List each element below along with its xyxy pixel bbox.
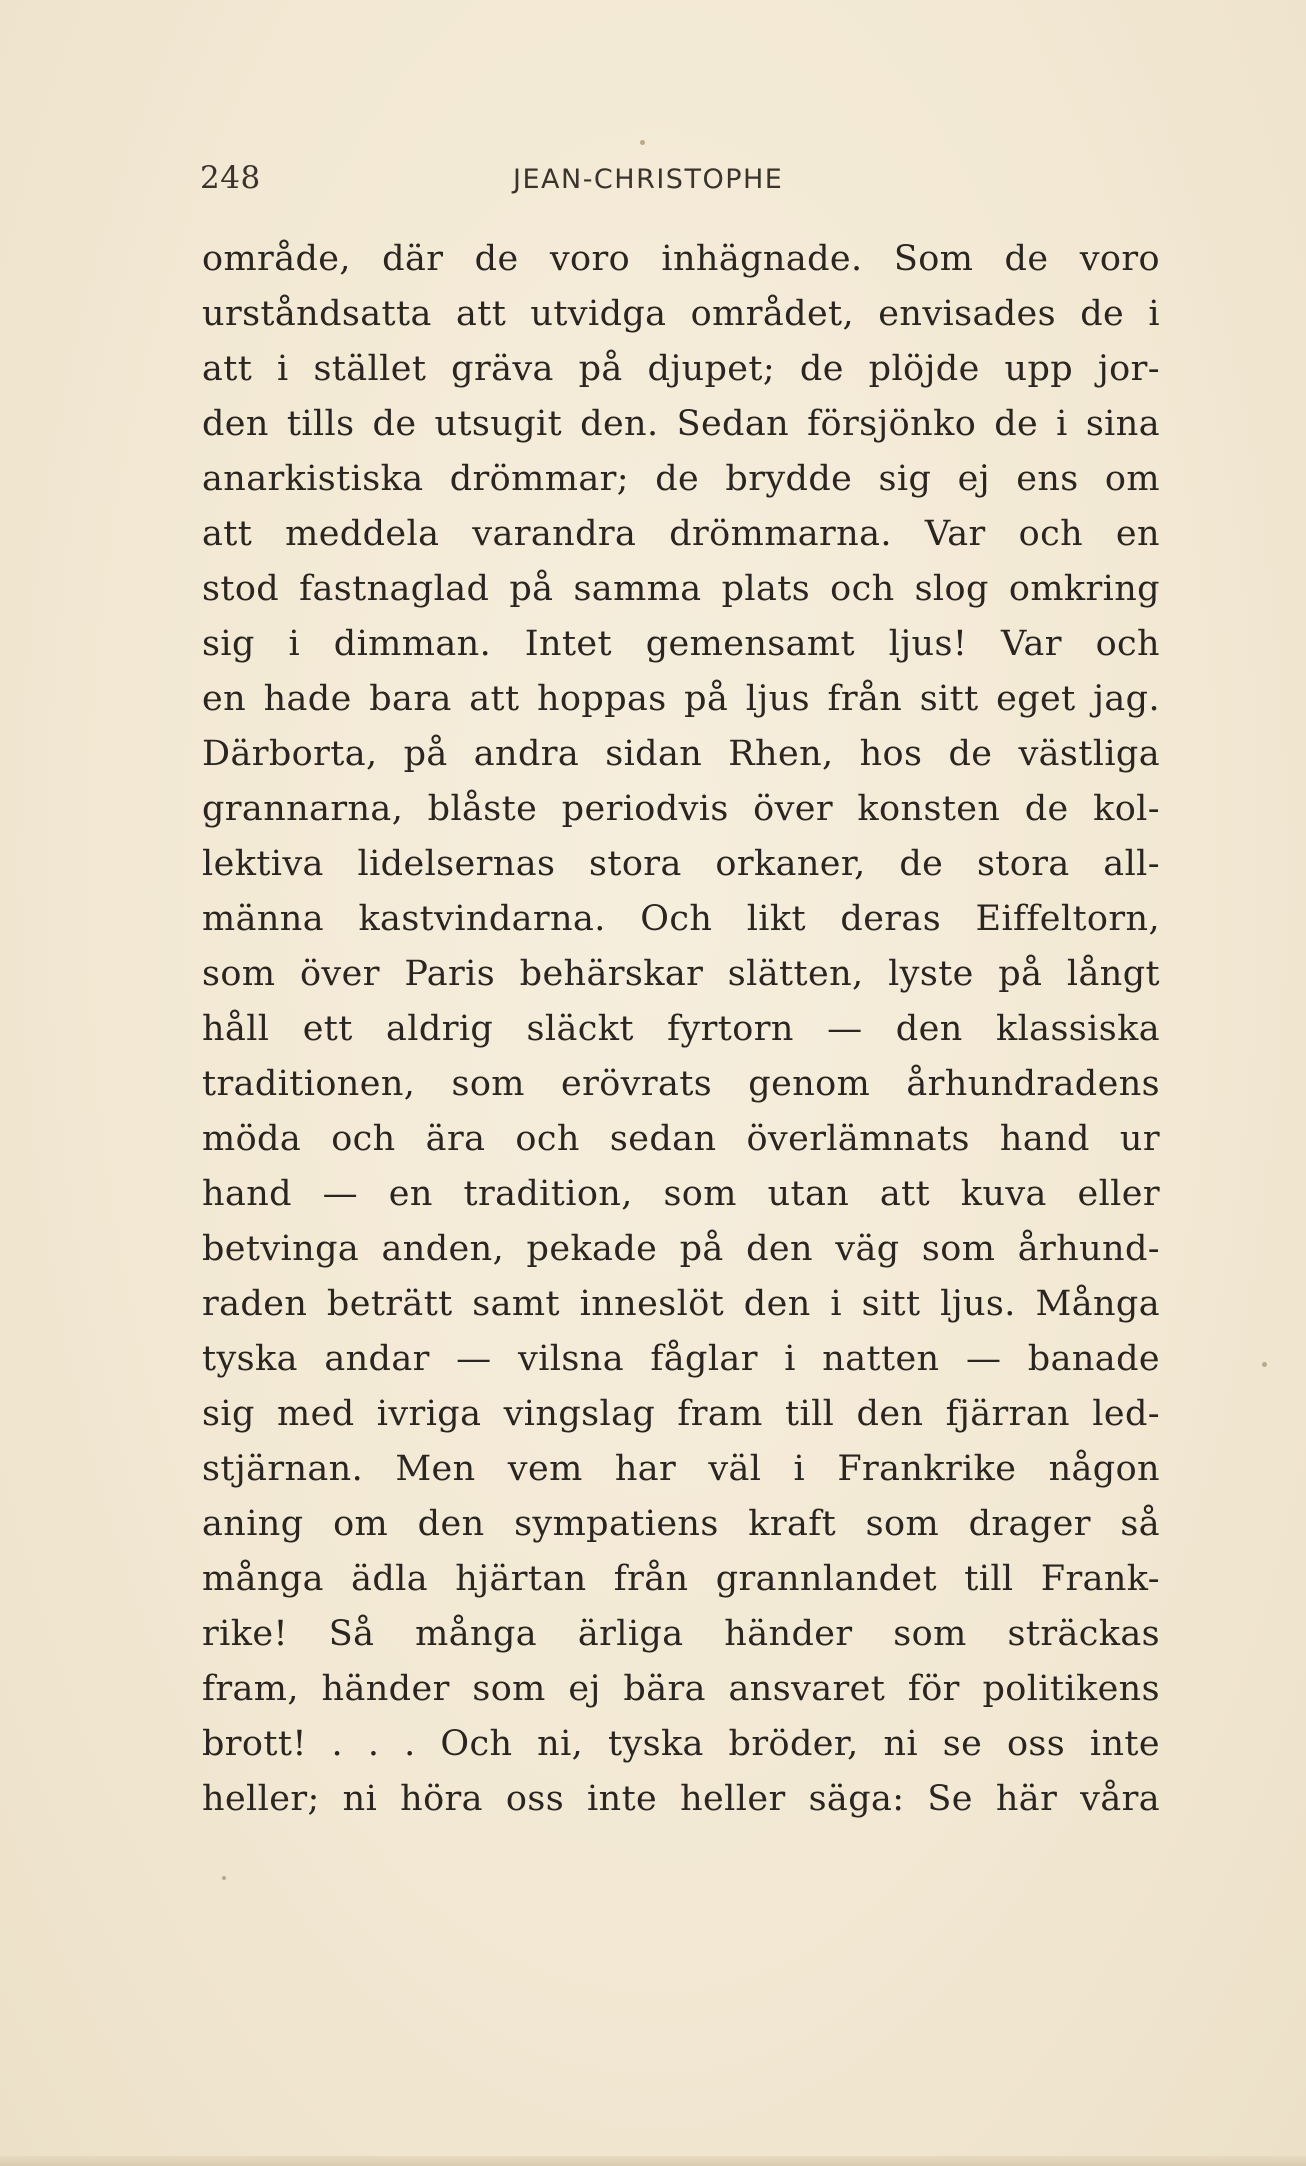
- body-text: [202, 232, 1160, 1827]
- paper-speck: [1262, 1362, 1267, 1367]
- page-header: [200, 160, 1160, 204]
- paragraph-start-line: Därborta, på andra sidan Rhen, hos de västliga: [202, 734, 1160, 774]
- text-line: raden beträtt samt inneslöt den i sitt ljus. Många: [202, 1284, 1160, 1324]
- text-line: aning om den sympatiens kraft som drager så: [202, 1504, 1160, 1544]
- text-line: den tills de utsugit den. Sedan försjönko de i sina: [202, 404, 1160, 444]
- text-line: möda och ära och sedan överlämnats hand ur: [202, 1119, 1160, 1159]
- text-line: lektiva lidelsernas stora orkaner, de stora all-: [202, 844, 1160, 884]
- text-line: hand — en tradition, som utan att kuva eller: [202, 1174, 1160, 1214]
- text-line: heller; ni höra oss inte heller säga: Se här våra: [202, 1779, 1160, 1819]
- page-number: 248: [200, 160, 261, 196]
- text-line: som över Paris behärskar slätten, lyste på långt: [202, 954, 1160, 994]
- text-line: håll ett aldrig släckt fyrtorn — den klassiska: [202, 1009, 1160, 1049]
- text-line: sig med ivriga vingslag fram till den fjärran led-: [202, 1394, 1160, 1434]
- running-title: JEAN-CHRISTOPHE: [513, 164, 784, 195]
- text-line: grannarna, blåste periodvis över konsten de kol-: [202, 789, 1160, 829]
- text-line: brott! . . . Och ni, tyska bröder, ni se oss inte: [202, 1724, 1160, 1764]
- text-line: stjärnan. Men vem har väl i Frankrike någon: [202, 1449, 1160, 1489]
- text-line: stod fastnaglad på samma plats och slog omkring: [202, 569, 1160, 609]
- text-line: tyska andar — vilsna fåglar i natten — banade: [202, 1339, 1160, 1379]
- text-line: rike! Så många ärliga händer som sträckas: [202, 1614, 1160, 1654]
- paper-speck: [640, 140, 645, 145]
- page-edge: [0, 2156, 1306, 2166]
- text-line: att meddela varandra drömmarna. Var och en: [202, 514, 1160, 554]
- text-line: att i stället gräva på djupet; de plöjde upp jor-: [202, 349, 1160, 389]
- text-line: anarkistiska drömmar; de brydde sig ej ens om: [202, 459, 1160, 499]
- text-line: traditionen, som erövrats genom århundradens: [202, 1064, 1160, 1104]
- text-line: urståndsatta att utvidga området, envisades de i: [202, 294, 1160, 334]
- text-line: betvinga anden, pekade på den väg som århund-: [202, 1229, 1160, 1269]
- text-line: sig i dimman. Intet gemensamt ljus! Var och: [202, 624, 1160, 664]
- text-line: många ädla hjärtan från grannlandet till Frank-: [202, 1559, 1160, 1599]
- paper-speck: [222, 1876, 226, 1880]
- text-line: område, där de voro inhägnade. Som de voro: [202, 239, 1160, 279]
- text-line: männa kastvindarna. Och likt deras Eiffeltorn,: [202, 899, 1160, 939]
- text-line: fram, händer som ej bära ansvaret för politikens: [202, 1669, 1160, 1709]
- text-line: en hade bara att hoppas på ljus från sitt eget jag.: [202, 679, 1160, 719]
